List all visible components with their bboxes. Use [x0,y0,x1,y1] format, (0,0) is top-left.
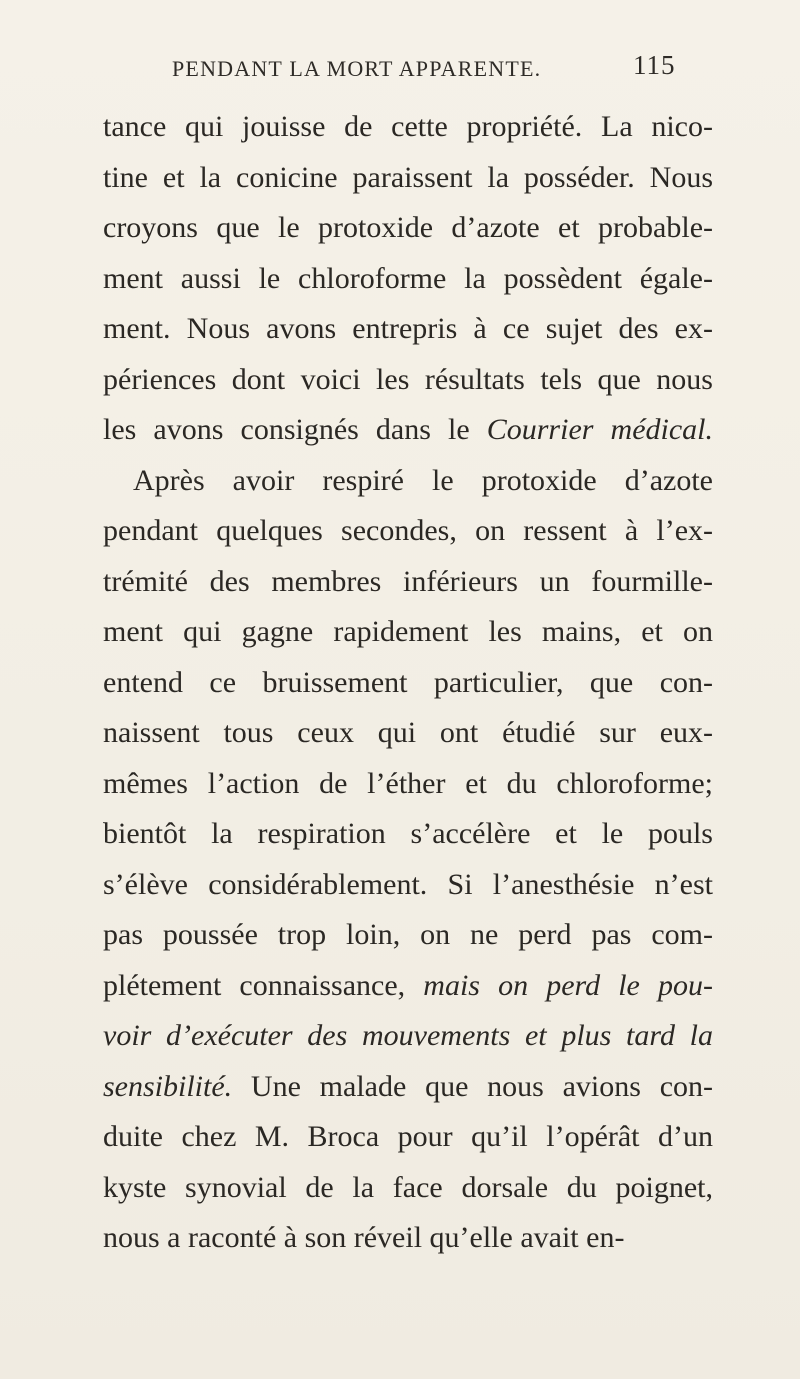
text-line [103,203,713,254]
text-line [103,1163,713,1214]
italic-text-segment: voir d’exécuter des mouvements et plus tard la [103,1019,713,1052]
text-line [103,254,713,305]
text-segment: s’élève considérablement. Si l’anesthésie n’est [103,867,713,901]
text-line [103,355,713,406]
text-line [103,557,713,608]
text-segment: tance qui jouisse de cette propriété. La nico- [103,110,713,143]
text-segment: mêmes l’action de l’éther et du chloroforme; [103,766,713,800]
text-segment: périences dont voici les résultats tels que nous [103,362,713,396]
text-segment: entend ce bruissement particulier, que con- [103,665,713,699]
text-segment: pas poussée trop loin, on ne perd pas com- [103,918,713,951]
text-line [103,910,713,961]
page-number: 115 [633,50,676,80]
text-line [103,506,713,557]
text-line [103,102,713,153]
text-segment: pendant quelques secondes, on ressent à l’ex- [103,514,713,547]
text-segment: bientôt la respiration s’accélère et le pouls [103,817,713,850]
text-line [103,658,713,709]
text-line [103,1213,713,1264]
text-segment: kyste synovial de la face dorsale du poignet, [103,1170,713,1204]
italic-text-segment: mais on perd le pou- [423,968,713,1002]
text-line [103,809,713,860]
text-segment: naissent tous ceux qui ont étudié sur eux- [103,716,713,749]
text-line [103,304,713,355]
text-segment: nous a raconté à son réveil qu’elle avait en- [103,1221,625,1254]
text-segment: les avons consignés dans le [103,413,487,446]
italic-text-segment: sensibilité. [103,1069,233,1103]
text-line [103,860,713,911]
text-line [103,708,713,759]
text-segment: plétement connaissance, [103,968,424,1002]
text-segment: ment aussi le chloroforme la possèdent égale- [103,261,713,295]
text-line [103,607,713,658]
text-line [103,456,713,507]
text-line [103,153,713,204]
text-segment: ment qui gagne rapidement les mains, et on [103,615,713,648]
text-line [103,1062,713,1113]
running-title: PENDANT LA MORT APPARENTE. [172,56,542,81]
text-segment: tine et la conicine paraissent la posséder. Nous [103,160,713,194]
text-line [103,961,713,1012]
text-line [103,759,713,810]
text-line [103,405,713,456]
text-segment: croyons que le protoxide d’azote et probable- [103,211,713,244]
text-segment: ment. Nous avons entrepris à ce sujet des ex- [103,312,713,345]
text-line [103,1112,713,1163]
italic-text-segment: Courrier médical. [486,413,713,446]
text-segment: duite chez M. Broca pour qu’il l’opérât d’un [103,1120,713,1153]
text-line [103,1011,713,1062]
body-text [103,102,713,1264]
text-segment: trémité des membres inférieurs un fourmille- [103,564,713,598]
text-segment: Après avoir respiré le protoxide d’azote [133,463,713,497]
text-segment: Une malade que nous avions con- [232,1069,713,1103]
